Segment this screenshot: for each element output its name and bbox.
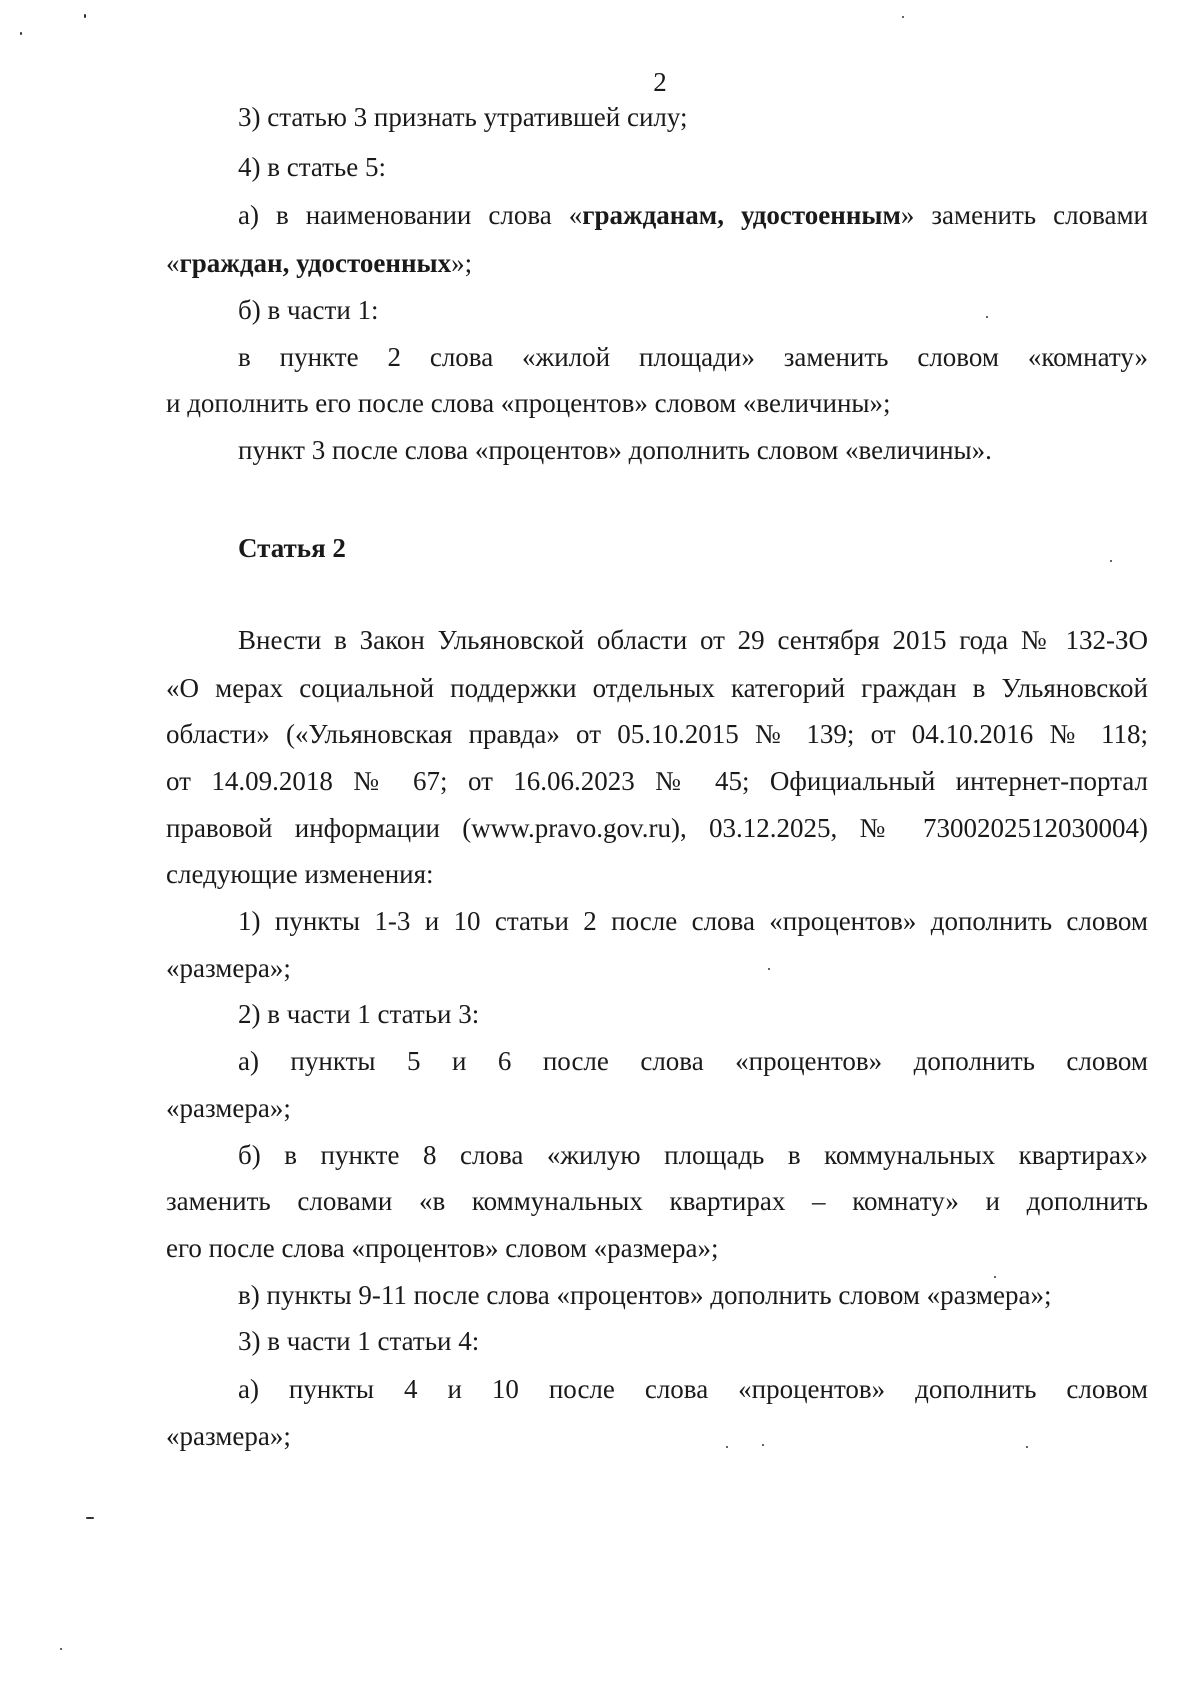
scan-speck <box>20 32 22 35</box>
article1-item4: 4) в статье 5: <box>238 152 386 182</box>
article2-item1-line1: 1) пункты 1-3 и 10 статьи 2 после слова «процентов» дополнить словом <box>238 906 1148 936</box>
article2-item2a-line1: а) пункты 5 и 6 после слова «процентов» дополнить словом <box>238 1046 1148 1076</box>
article2-intro-line5: правовой информации (www.pravo.gov.ru), 03.12.2025, № 7300202512030004) <box>166 813 1148 843</box>
scan-speck <box>768 968 770 970</box>
scan-speck <box>994 1276 996 1278</box>
scan-speck <box>986 316 988 318</box>
article1-item4a-cont: «граждан, удостоенных»; <box>166 248 473 278</box>
article2-intro-line4: от 14.09.2018 № 67; от 16.06.2023 № 45; Официальный интернет-портал <box>166 766 1148 796</box>
article1-item4b-p2-line1: в пункте 2 слова «жилой площади» заменить словом «комнату» <box>238 342 1148 372</box>
article2-item3a-line2: «размера»; <box>166 1421 291 1451</box>
scan-speck <box>84 14 86 18</box>
article2-intro-line3: области» («Ульяновская правда» от 05.10.2015 № 139; от 04.10.2016 № 118; <box>166 719 1148 749</box>
article2-heading: Статья 2 <box>238 533 346 563</box>
article2-item3a-line1: а) пункты 4 и 10 после слова «процентов» дополнить словом <box>238 1374 1148 1404</box>
bold-phrase-2: граждан, удостоенных <box>179 248 452 278</box>
article2-intro-line6: следующие изменения: <box>166 859 434 889</box>
article2-item3: 3) в части 1 статьи 4: <box>238 1326 480 1356</box>
article2-item2b-line1: б) в пункте 8 слова «жилую площадь в коммунальных квартирах» <box>238 1140 1148 1170</box>
scan-speck <box>726 1446 728 1448</box>
scan-speck <box>762 1444 764 1446</box>
article2-item2: 2) в части 1 статьи 3: <box>238 999 480 1029</box>
article1-item3: 3) статью 3 признать утратившей силу; <box>238 102 688 132</box>
scan-speck <box>86 1517 94 1519</box>
article2-intro-line2: «О мерах социальной поддержки отдельных категорий граждан в Ульяновской <box>166 673 1148 703</box>
article1-item4a: а) в наименовании слова «гражданам, удостоенным» заменить словами <box>238 200 1148 230</box>
scan-speck <box>1026 1446 1028 1448</box>
article1-item4b: б) в части 1: <box>238 295 379 325</box>
scan-speck <box>902 16 904 18</box>
article2-item2b-line3: его после слова «процентов» словом «размера»; <box>166 1233 719 1263</box>
article2-item2c: в) пункты 9-11 после слова «процентов» дополнить словом «размера»; <box>238 1280 1052 1310</box>
article2-item2b-line2: заменить словами «в коммунальных квартирах – комнату» и дополнить <box>166 1186 1148 1216</box>
article1-item4b-p3: пункт 3 после слова «процентов» дополнить словом «величины». <box>238 435 992 465</box>
article1-item4b-p2-line2: и дополнить его после слова «процентов» словом «величины»; <box>166 388 891 418</box>
bold-phrase-1: гражданам, удостоенным <box>582 200 901 230</box>
scan-speck <box>60 1648 62 1650</box>
article2-item2a-line2: «размера»; <box>166 1093 291 1123</box>
scan-speck <box>1110 560 1112 562</box>
article2-intro-line1: Внести в Закон Ульяновской области от 29 сентября 2015 года № 132-ЗО <box>238 625 1148 655</box>
page-number: 2 <box>653 67 667 97</box>
article2-item1-line2: «размера»; <box>166 953 291 983</box>
